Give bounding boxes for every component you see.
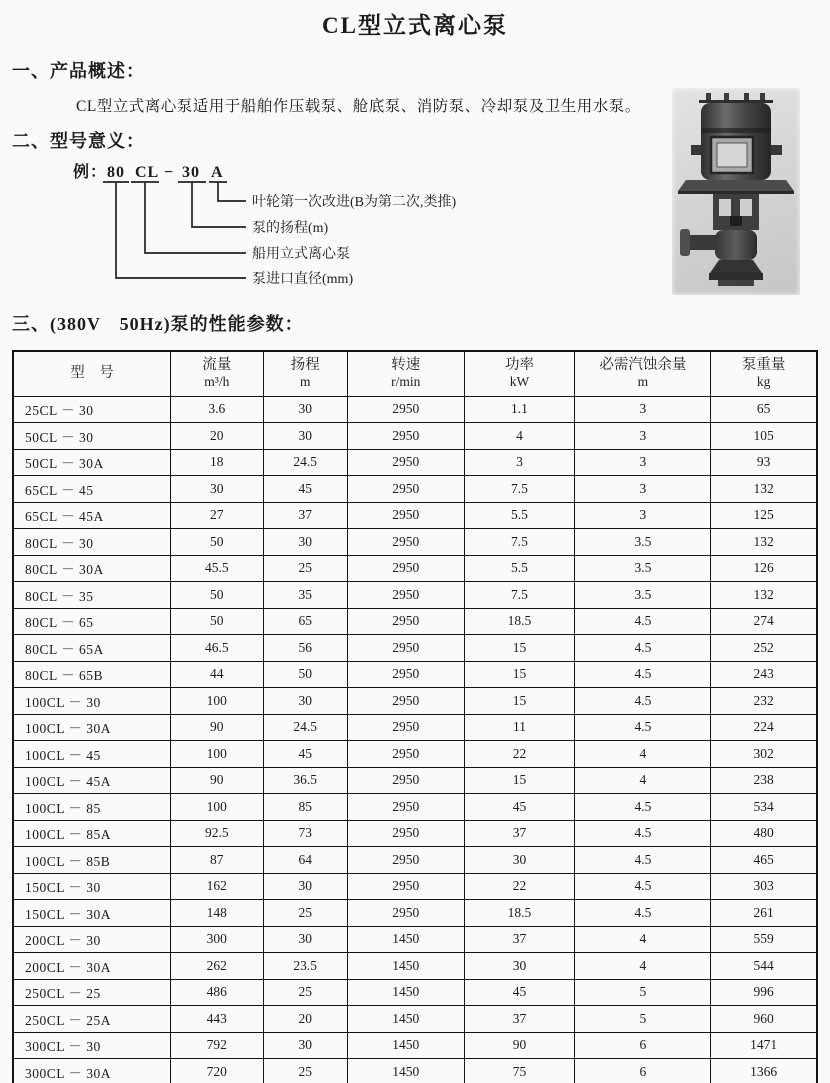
value-cell: 20 (263, 1006, 347, 1033)
value-cell: 303 (711, 873, 817, 900)
model-cell: 80CL － 35 (13, 582, 171, 609)
value-cell: 65 (263, 608, 347, 635)
model-example-prefix: 例： (73, 164, 108, 181)
value-cell: 486 (171, 979, 263, 1006)
value-cell: 25 (263, 1059, 347, 1083)
table-row (13, 635, 817, 662)
column-label: 功率 (504, 356, 534, 373)
value-cell: 18 (171, 449, 263, 476)
model-cell: 150CL － 30 (13, 873, 171, 900)
value-cell: 46.5 (171, 635, 263, 662)
table-row (13, 688, 817, 715)
value-cell: 224 (711, 714, 817, 741)
table-row (13, 767, 817, 794)
table-header (13, 351, 817, 396)
model-cell: 100CL － 85A (13, 820, 171, 847)
model-cell: 65CL － 45A (13, 502, 171, 529)
value-cell: 22 (464, 873, 575, 900)
table-row (13, 449, 817, 476)
model-cell: 65CL － 45 (13, 476, 171, 503)
column-label: 转速 (391, 356, 421, 373)
value-cell: 4 (575, 767, 711, 794)
value-cell: 7.5 (464, 582, 575, 609)
value-cell: 960 (711, 1006, 817, 1033)
value-cell: 5 (575, 979, 711, 1006)
value-cell: 996 (711, 979, 817, 1006)
model-cell: 80CL － 30A (13, 555, 171, 582)
model-meaning-diagram (60, 157, 600, 307)
table-row (13, 1059, 817, 1083)
value-cell: 300 (171, 926, 263, 953)
value-cell: 30 (464, 847, 575, 874)
value-cell: 45 (263, 476, 347, 503)
value-cell: 87 (171, 847, 263, 874)
column-label: 型 号 (70, 365, 114, 382)
branch-label-head: 泵的扬程(m) (252, 221, 329, 236)
table-row (13, 476, 817, 503)
value-cell: 18.5 (464, 608, 575, 635)
table-row (13, 820, 817, 847)
value-cell: 534 (711, 794, 817, 821)
value-cell: 30 (464, 953, 575, 980)
section-heading-model-meaning: 二、型号意义： (12, 131, 145, 151)
model-cell: 80CL － 30 (13, 529, 171, 556)
column-header (711, 351, 817, 396)
value-cell: 37 (464, 820, 575, 847)
column-header (13, 351, 171, 396)
value-cell: 274 (711, 608, 817, 635)
value-cell: 15 (464, 688, 575, 715)
value-cell: 5 (575, 1006, 711, 1033)
value-cell: 261 (711, 900, 817, 927)
model-cell: 200CL － 30A (13, 953, 171, 980)
column-header (575, 351, 711, 396)
value-cell: 20 (171, 423, 263, 450)
branch-label-type: 船用立式离心泵 (252, 247, 350, 262)
model-cell: 150CL － 30A (13, 900, 171, 927)
value-cell: 2950 (347, 396, 464, 423)
model-cell: 80CL － 65A (13, 635, 171, 662)
value-cell: 30 (263, 423, 347, 450)
model-cell: 300CL － 30 (13, 1032, 171, 1059)
value-cell: 23.5 (263, 953, 347, 980)
value-cell: 50 (171, 529, 263, 556)
value-cell: 262 (171, 953, 263, 980)
column-header (263, 351, 347, 396)
value-cell: 4.5 (575, 688, 711, 715)
value-cell: 15 (464, 767, 575, 794)
table-row (13, 900, 817, 927)
table-row (13, 1032, 817, 1059)
model-cell: 100CL － 30A (13, 714, 171, 741)
model-cell: 100CL － 85 (13, 794, 171, 821)
value-cell: 35 (263, 582, 347, 609)
value-cell: 559 (711, 926, 817, 953)
value-cell: 85 (263, 794, 347, 821)
value-cell: 302 (711, 741, 817, 768)
table-row (13, 953, 817, 980)
value-cell: 2950 (347, 555, 464, 582)
model-cell: 80CL － 65B (13, 661, 171, 688)
value-cell: 4 (575, 741, 711, 768)
value-cell: 11 (464, 714, 575, 741)
value-cell: 37 (464, 926, 575, 953)
value-cell: 2950 (347, 608, 464, 635)
value-cell: 232 (711, 688, 817, 715)
value-cell: 30 (263, 688, 347, 715)
table-row (13, 529, 817, 556)
value-cell: 44 (171, 661, 263, 688)
table-row (13, 582, 817, 609)
value-cell: 3.6 (171, 396, 263, 423)
table-row (13, 555, 817, 582)
value-cell: 4.5 (575, 714, 711, 741)
value-cell: 2950 (347, 714, 464, 741)
value-cell: 3 (575, 449, 711, 476)
column-label: 必需汽蚀余量 (599, 356, 687, 373)
value-cell: 4.5 (575, 794, 711, 821)
table-row (13, 979, 817, 1006)
value-cell: 480 (711, 820, 817, 847)
value-cell: 238 (711, 767, 817, 794)
value-cell: 2950 (347, 661, 464, 688)
value-cell: 1366 (711, 1059, 817, 1083)
value-cell: 56 (263, 635, 347, 662)
value-cell: 465 (711, 847, 817, 874)
value-cell: 7.5 (464, 476, 575, 503)
value-cell: 148 (171, 900, 263, 927)
value-cell: 18.5 (464, 900, 575, 927)
value-cell: 2950 (347, 820, 464, 847)
table-header-row (13, 351, 817, 396)
value-cell: 36.5 (263, 767, 347, 794)
value-cell: 1450 (347, 926, 464, 953)
value-cell: 4.5 (575, 820, 711, 847)
value-cell: 2950 (347, 476, 464, 503)
value-cell: 2950 (347, 688, 464, 715)
model-example-inlet: 80 (107, 164, 125, 181)
model-cell: 250CL － 25A (13, 1006, 171, 1033)
value-cell: 1450 (347, 1006, 464, 1033)
model-cell: 50CL － 30 (13, 423, 171, 450)
value-cell: 15 (464, 661, 575, 688)
value-cell: 24.5 (263, 714, 347, 741)
table-row (13, 926, 817, 953)
value-cell: 443 (171, 1006, 263, 1033)
value-cell: 75 (464, 1059, 575, 1083)
value-cell: 37 (464, 1006, 575, 1033)
column-label: 泵重量 (741, 356, 786, 373)
value-cell: 6 (575, 1059, 711, 1083)
value-cell: 30 (263, 873, 347, 900)
value-cell: 2950 (347, 794, 464, 821)
model-cell: 100CL － 45A (13, 767, 171, 794)
model-example-head: 30 (182, 164, 200, 181)
value-cell: 4.5 (575, 608, 711, 635)
value-cell: 2950 (347, 529, 464, 556)
pump-illustration (672, 88, 800, 295)
value-cell: 100 (171, 688, 263, 715)
value-cell: 5.5 (464, 555, 575, 582)
value-cell: 1450 (347, 979, 464, 1006)
model-cell: 300CL － 30A (13, 1059, 171, 1083)
model-cell: 100CL － 85B (13, 847, 171, 874)
value-cell: 25 (263, 979, 347, 1006)
model-example-dash: − (164, 164, 175, 181)
value-cell: 92.5 (171, 820, 263, 847)
value-cell: 132 (711, 476, 817, 503)
column-label: 流量 (202, 356, 232, 373)
table-row (13, 502, 817, 529)
model-cell: 25CL － 30 (13, 396, 171, 423)
table-row (13, 847, 817, 874)
column-header (347, 351, 464, 396)
value-cell: 93 (711, 449, 817, 476)
value-cell: 4.5 (575, 635, 711, 662)
model-cell: 200CL － 30 (13, 926, 171, 953)
value-cell: 30 (263, 926, 347, 953)
value-cell: 4.5 (575, 900, 711, 927)
performance-table (12, 350, 818, 1083)
value-cell: 100 (171, 741, 263, 768)
column-unit: m (637, 374, 649, 390)
value-cell: 1450 (347, 1032, 464, 1059)
value-cell: 132 (711, 582, 817, 609)
value-cell: 544 (711, 953, 817, 980)
value-cell: 2950 (347, 741, 464, 768)
value-cell: 90 (171, 714, 263, 741)
branch-label-inlet: 泵进口直径(mm) (252, 272, 354, 287)
value-cell: 3 (464, 449, 575, 476)
section-heading-overview: 一、产品概述： (12, 61, 145, 81)
value-cell: 64 (263, 847, 347, 874)
value-cell: 2950 (347, 847, 464, 874)
value-cell: 45.5 (171, 555, 263, 582)
value-cell: 2950 (347, 423, 464, 450)
value-cell: 45 (464, 794, 575, 821)
table-row (13, 661, 817, 688)
value-cell: 5.5 (464, 502, 575, 529)
value-cell: 3.5 (575, 529, 711, 556)
column-unit: r/min (391, 374, 421, 390)
value-cell: 45 (263, 741, 347, 768)
value-cell: 7.5 (464, 529, 575, 556)
value-cell: 3 (575, 396, 711, 423)
column-unit: kg (756, 374, 771, 390)
value-cell: 3.5 (575, 582, 711, 609)
table-row (13, 1006, 817, 1033)
value-cell: 24.5 (263, 449, 347, 476)
model-example-variant: A (211, 164, 224, 181)
column-unit: kW (509, 374, 530, 390)
value-cell: 50 (171, 582, 263, 609)
model-cell: 100CL － 30 (13, 688, 171, 715)
value-cell: 25 (263, 555, 347, 582)
value-cell: 45 (464, 979, 575, 1006)
value-cell: 126 (711, 555, 817, 582)
value-cell: 27 (171, 502, 263, 529)
value-cell: 90 (464, 1032, 575, 1059)
value-cell: 50 (171, 608, 263, 635)
value-cell: 73 (263, 820, 347, 847)
branch-label-impeller: 叶轮第一次改进(B为第二次,类推) (252, 195, 457, 210)
value-cell: 2950 (347, 449, 464, 476)
value-cell: 1.1 (464, 396, 575, 423)
value-cell: 2950 (347, 767, 464, 794)
value-cell: 3 (575, 476, 711, 503)
table-row (13, 714, 817, 741)
model-cell: 100CL － 45 (13, 741, 171, 768)
table-row (13, 741, 817, 768)
model-cell: 50CL － 30A (13, 449, 171, 476)
column-unit: m³/h (204, 374, 230, 390)
value-cell: 30 (263, 1032, 347, 1059)
model-cell: 80CL － 65 (13, 608, 171, 635)
value-cell: 125 (711, 502, 817, 529)
value-cell: 30 (263, 396, 347, 423)
value-cell: 37 (263, 502, 347, 529)
value-cell: 2950 (347, 900, 464, 927)
pump-photo (672, 88, 800, 295)
value-cell: 132 (711, 529, 817, 556)
value-cell: 105 (711, 423, 817, 450)
value-cell: 2950 (347, 582, 464, 609)
table-row (13, 608, 817, 635)
value-cell: 4 (575, 926, 711, 953)
value-cell: 2950 (347, 502, 464, 529)
column-header (171, 351, 263, 396)
value-cell: 22 (464, 741, 575, 768)
table-row (13, 794, 817, 821)
value-cell: 4 (464, 423, 575, 450)
value-cell: 50 (263, 661, 347, 688)
value-cell: 162 (171, 873, 263, 900)
overview-paragraph: CL型立式离心泵适用于船舶作压载泵、舱底泵、消防泵、冷却泵及卫生用水泵。 (76, 98, 641, 115)
page-title: CL型立式离心泵 (322, 13, 508, 38)
value-cell: 25 (263, 900, 347, 927)
table-body (13, 396, 817, 1083)
value-cell: 4.5 (575, 661, 711, 688)
value-cell: 792 (171, 1032, 263, 1059)
value-cell: 65 (711, 396, 817, 423)
model-example-series: CL (135, 164, 160, 181)
value-cell: 1450 (347, 1059, 464, 1083)
table-row (13, 396, 817, 423)
value-cell: 252 (711, 635, 817, 662)
value-cell: 30 (263, 529, 347, 556)
value-cell: 2950 (347, 635, 464, 662)
value-cell: 6 (575, 1032, 711, 1059)
value-cell: 30 (171, 476, 263, 503)
model-cell: 250CL － 25 (13, 979, 171, 1006)
value-cell: 15 (464, 635, 575, 662)
value-cell: 100 (171, 794, 263, 821)
column-label: 扬程 (290, 356, 320, 373)
value-cell: 90 (171, 767, 263, 794)
value-cell: 1450 (347, 953, 464, 980)
column-header (464, 351, 575, 396)
value-cell: 2950 (347, 873, 464, 900)
table-row (13, 873, 817, 900)
table-row (13, 423, 817, 450)
value-cell: 720 (171, 1059, 263, 1083)
value-cell: 4 (575, 953, 711, 980)
value-cell: 243 (711, 661, 817, 688)
value-cell: 3 (575, 423, 711, 450)
value-cell: 4.5 (575, 847, 711, 874)
value-cell: 3.5 (575, 555, 711, 582)
section-heading-performance: 三、(380V 50Hz)泵的性能参数： (12, 314, 304, 334)
value-cell: 3 (575, 502, 711, 529)
column-unit: m (299, 374, 311, 390)
value-cell: 1471 (711, 1032, 817, 1059)
value-cell: 4.5 (575, 873, 711, 900)
